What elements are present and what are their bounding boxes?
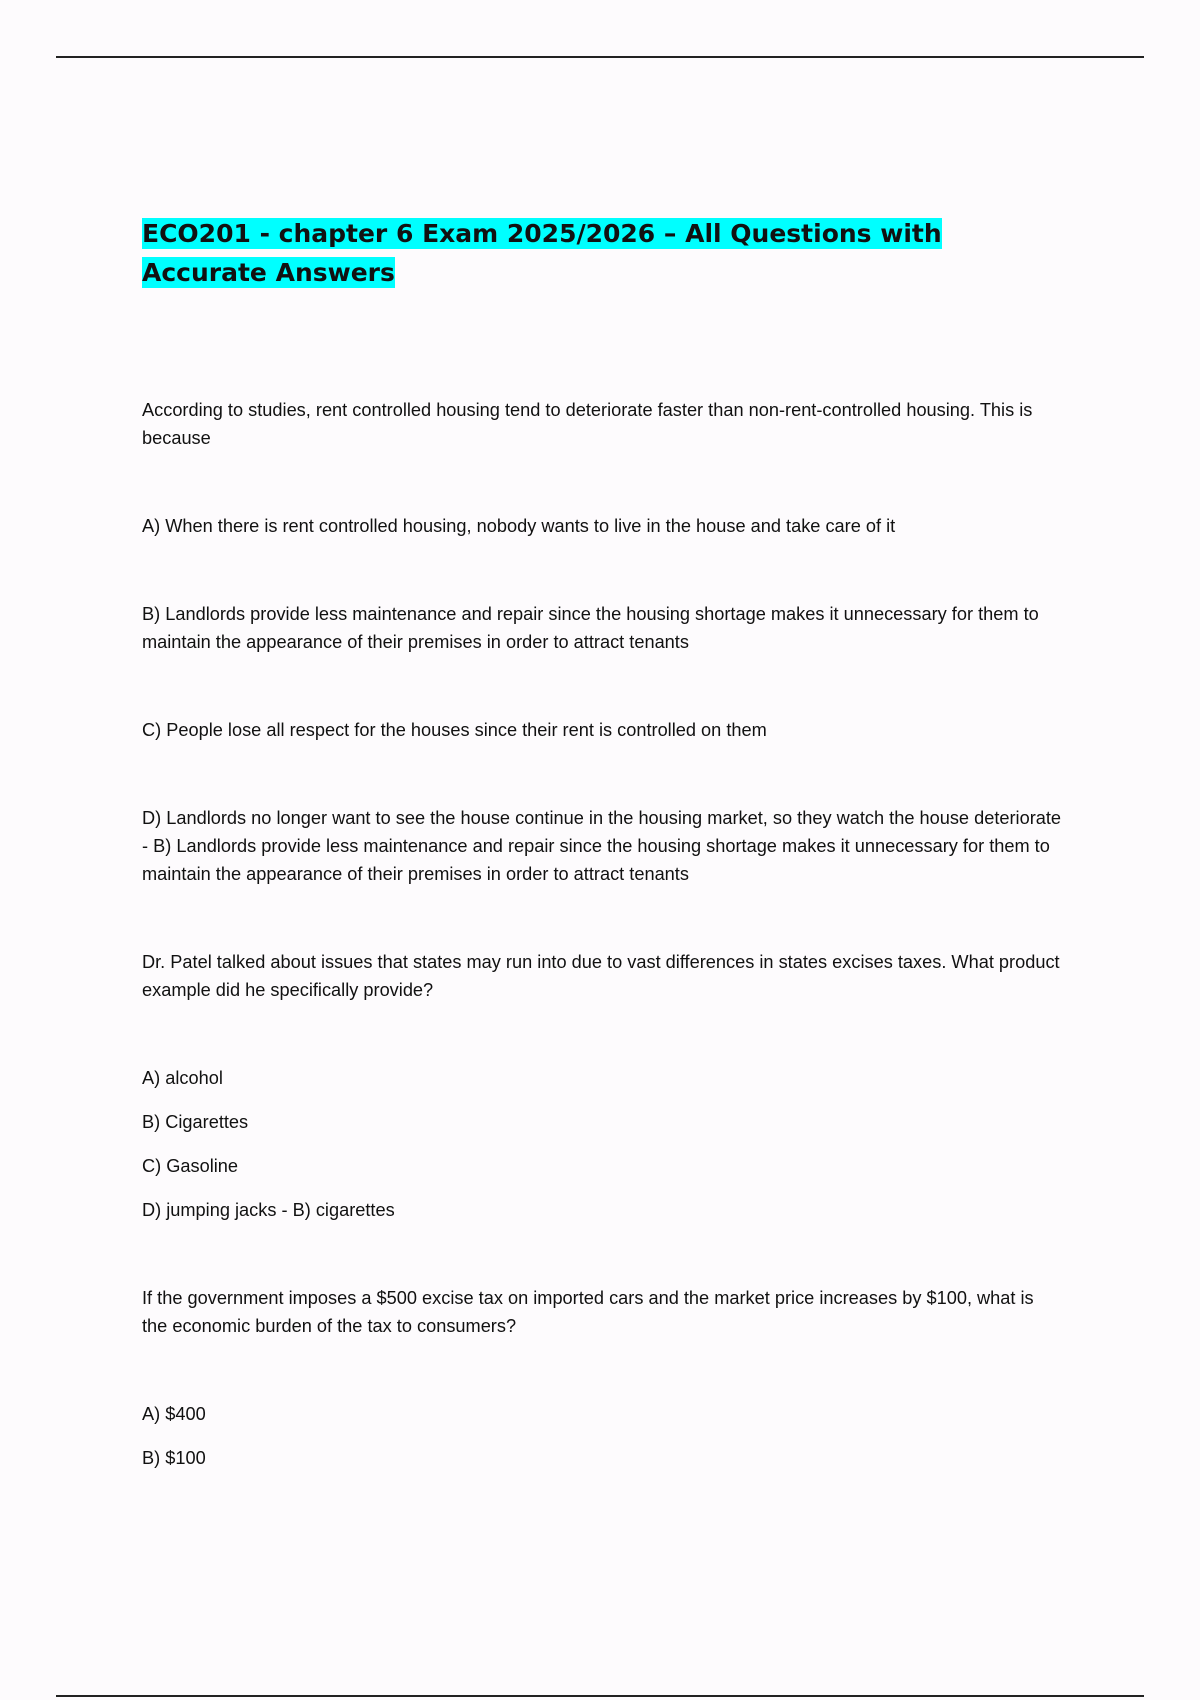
question-2-option-b: B) Cigarettes: [142, 1112, 249, 1132]
header-rule: [56, 56, 1144, 58]
question-2-option-a: A) alcohol: [142, 1068, 223, 1088]
question-1-option-c: C) People lose all respect for the houses since their rent is controlled on them: [142, 720, 767, 740]
question-2-stem: Dr. Patel talked about issues that states may run into due to vast differences in states excises taxes. What product example did he specifically provide?: [142, 952, 1060, 1000]
document-body: [142, 396, 1062, 1472]
question-2-option-c: C) Gasoline: [142, 1156, 239, 1176]
question-1-stem: According to studies, rent controlled housing tend to deteriorate faster than non-rent-controlled housing. This is because: [142, 400, 1033, 448]
question-1-option-a: A) When there is rent controlled housing, nobody wants to live in the house and take care of it: [142, 516, 896, 536]
question-3-option-b: B) $100: [142, 1448, 206, 1468]
title-highlight: ECO201 - chapter 6 Exam 2025/2026 – All Questions with Accurate Answers: [142, 219, 942, 287]
question-3-stem: If the government imposes a $500 excise tax on imported cars and the market price increases by $100, what is the economic burden of the tax to consumers?: [142, 1288, 1034, 1336]
document-title: [142, 214, 1042, 292]
question-2-option-d-answer: D) jumping jacks - B) cigarettes: [142, 1200, 395, 1220]
footer-rule: [56, 1695, 1144, 1697]
question-3-option-a: A) $400: [142, 1404, 206, 1424]
question-1-option-d-answer: D) Landlords no longer want to see the house continue in the housing market, so they watch the house deteriorate - B) Landlords provide less maintenance and repair since the housing shortage makes it unnecessary for them to maintain the appearance of their premises in order to attract tenants: [142, 808, 1062, 884]
question-1-option-b: B) Landlords provide less maintenance and repair since the housing shortage makes it unnecessary for them to maintain the appearance of their premises in order to attract tenants: [142, 604, 1039, 652]
